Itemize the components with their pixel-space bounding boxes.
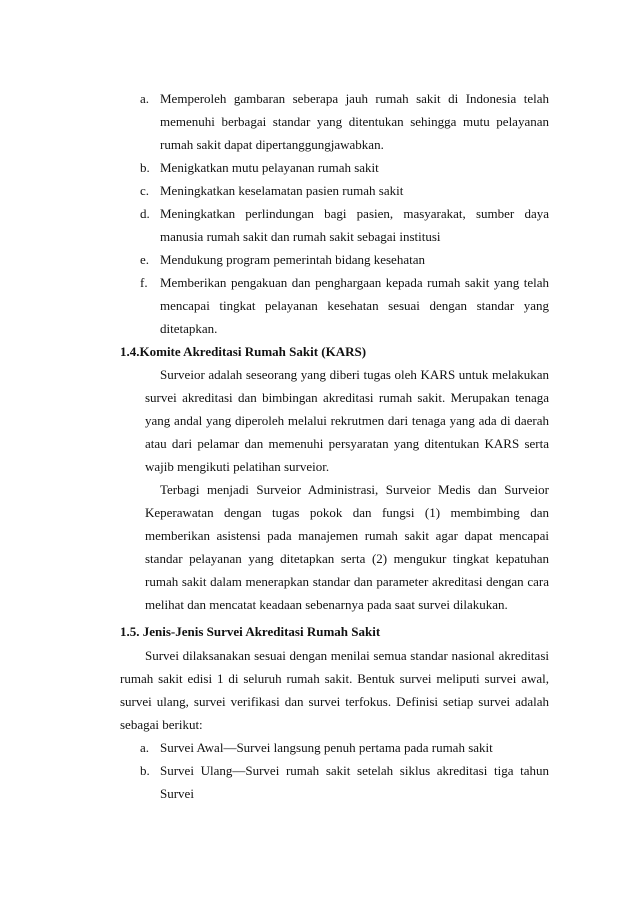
list-item-text: Memberikan pengakuan dan penghargaan kepada rumah sakit yang telah (160, 275, 549, 290)
paragraph-line: atau dari pelamar dan memenuhi persyaratan yang ditentukan KARS serta (145, 436, 549, 451)
paragraph-line: sebagai berikut: (120, 717, 203, 732)
list-marker: f. (140, 275, 148, 290)
list-marker: a. (140, 91, 150, 106)
paragraph-line: survei akreditasi dan bimbingan akreditasi rumah sakit. Merupakan tenaga (145, 390, 549, 405)
paragraph-line: Terbagi menjadi Surveior Administrasi, Surveior Medis dan Surveior (160, 482, 549, 497)
list-marker: b. (140, 763, 150, 778)
paragraph-line: standar pelayanan yang ditetapkan serta (2) mengukur tingkat kepatuhan (145, 551, 549, 566)
paragraph-line: memberikan asistensi pada manajemen rumah sakit agar dapat mencapai (145, 528, 549, 543)
list-marker: e. (140, 252, 150, 267)
paragraph-line: Surveior adalah seseorang yang diberi tugas oleh KARS untuk melakukan (160, 367, 549, 382)
paragraph-line: yang andal yang diperoleh melalui rekrutmen dari tenaga yang ada di daerah (145, 413, 549, 428)
list-item-text: mencapai tingkat pelayanan kesehatan sesuai dengan standar yang (160, 298, 549, 313)
list-item-text: rumah sakit dapat dipertanggungjawabkan. (160, 137, 384, 152)
paragraph-line: rumah sakit edisi 1 di seluruh rumah sakit. Bentuk survei meliputi survei awal, (120, 671, 549, 686)
list-item-text: Meningkatkan perlindungan bagi pasien, masyarakat, sumber daya (160, 206, 549, 221)
paragraph-line: survei ulang, survei verifikasi dan survei terfokus. Definisi setiap survei adalah (120, 694, 549, 709)
list-item-text: Survei Ulang—Survei rumah sakit setelah siklus akreditasi tiga tahun (160, 763, 549, 778)
list-item-text: ditetapkan. (160, 321, 218, 336)
list-item-text: Survei (160, 786, 194, 801)
list-item-text: memenuhi berbagai standar yang ditentukan sehingga mutu pelayanan (160, 114, 549, 129)
list-item-text: Menigkatkan mutu pelayanan rumah sakit (160, 160, 379, 175)
section-heading-kars: 1.4.Komite Akreditasi Rumah Sakit (KARS) (120, 344, 367, 359)
list-marker: c. (140, 183, 150, 198)
list-item-text: Survei Awal—Survei langsung penuh pertama pada rumah sakit (160, 740, 493, 755)
paragraph-line: melihat dan mencatat keadaan sebenarnya pada saat survei dilakukan. (145, 597, 508, 612)
list-marker: d. (140, 206, 150, 221)
paragraph-line: Keperawatan dengan tugas pokok dan fungsi (1) membimbing dan (145, 505, 549, 520)
list-item-text: manusia rumah sakit dan rumah sakit sebagai institusi (160, 229, 441, 244)
paragraph-line: Survei dilaksanakan sesuai dengan menilai semua standar nasional akreditasi (145, 648, 549, 663)
list-marker: b. (140, 160, 150, 175)
list-marker: a. (140, 740, 150, 755)
list-item-text: Mendukung program pemerintah bidang kesehatan (160, 252, 425, 267)
list-item-text: Meningkatkan keselamatan pasien rumah sakit (160, 183, 404, 198)
section-heading-jenis-survei: 1.5. Jenis-Jenis Survei Akreditasi Rumah Sakit (120, 624, 381, 639)
list-item-text: Memperoleh gambaran seberapa jauh rumah sakit di Indonesia telah (160, 91, 549, 106)
paragraph-line: wajib mengikuti pelatihan surveior. (145, 459, 330, 474)
paragraph-line: rumah sakit dalam menerapkan standar dan parameter akreditasi dengan cara (145, 574, 549, 589)
